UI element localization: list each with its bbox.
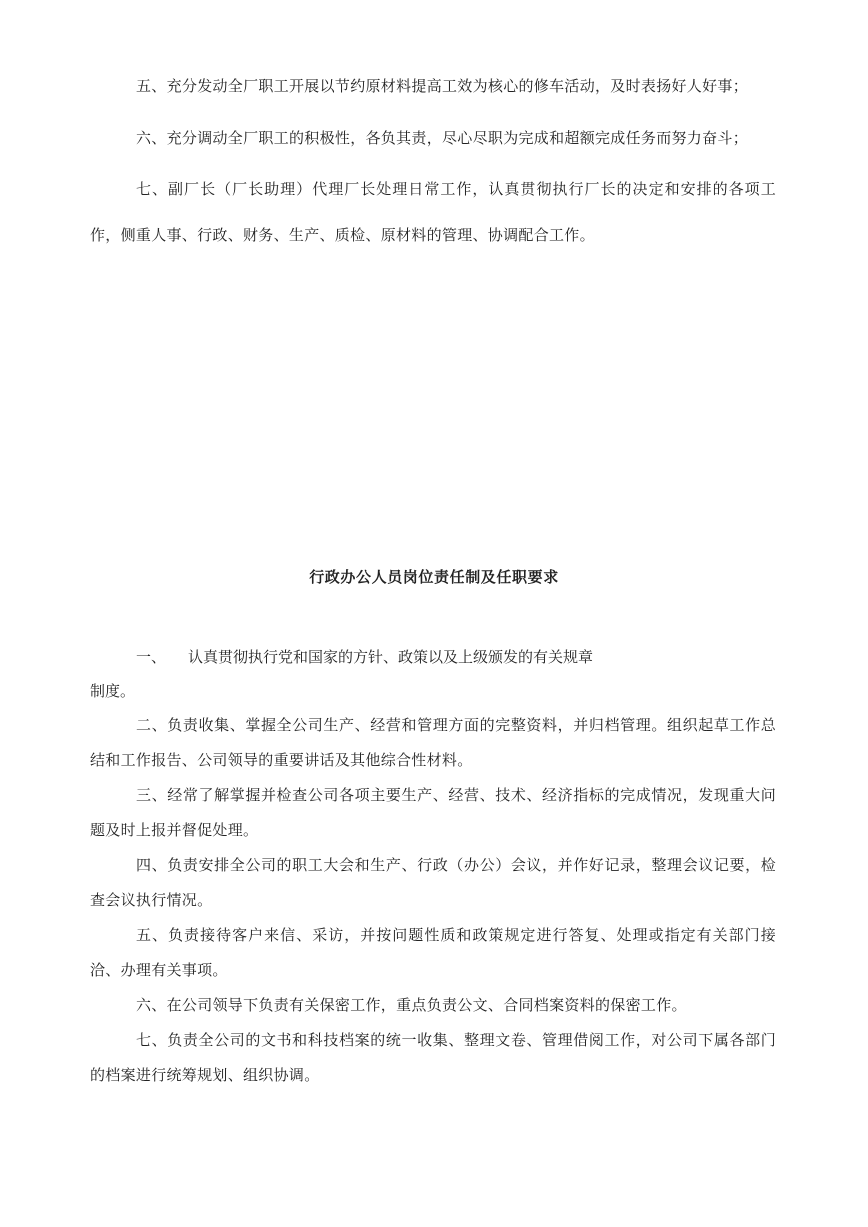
duties-section <box>0 640 868 1093</box>
top-item-6: 六、充分调动全厂职工的积极性，各负其责，尽心尽职为完成和超额完成任务而努力奋斗； <box>136 129 749 147</box>
duty-item-7: 七、负责全公司的文书和科技档案的统一收集、整理文卷、管理借阅工作，对公司下属各部门的档案进行统筹规划、组织协调。 <box>90 1031 776 1084</box>
duty-item-4: 四、负责安排全公司的职工大会和生产、行政（办公）会议，并作好记录，整理会议记要，检查会议执行情况。 <box>90 856 776 909</box>
duty-item-1-text-cont: 制度。 <box>90 682 136 700</box>
duty-item-6: 六、在公司领导下负责有关保密工作，重点负责公文、合同档案资料的保密工作。 <box>136 996 687 1014</box>
duty-item-2: 二、负责收集、掌握全公司生产、经营和管理方面的完整资料，并归档管理。组织起草工作总结和工作报告、公司领导的重要讲话及其他综合性材料。 <box>90 716 776 769</box>
duty-item-3: 三、经常了解掌握并检查公司各项主要生产、经营、技术、经济指标的完成情况，发现重大问题及时上报并督促处理。 <box>90 786 776 839</box>
duty-item-1-number: 一、 <box>136 648 167 666</box>
duty-item-1-text: 认真贯彻执行党和国家的方针、政策以及上级颁发的有关规章 <box>188 648 594 666</box>
top-item-7: 七、副厂长（厂长助理）代理厂长处理日常工作，认真贯彻执行厂长的决定和安排的各项工作，侧重人事、行政、财务、生产、质检、原材料的管理、协调配合工作。 <box>90 180 776 244</box>
duty-item-1 <box>0 640 868 708</box>
top-items-section <box>0 62 868 258</box>
top-item-5: 五、充分发动全厂职工开展以节约原材料提高工效为核心的修车活动，及时表扬好人好事； <box>136 77 749 95</box>
duty-item-5: 五、负责接待客户来信、采访，并按问题性质和政策规定进行答复、处理或指定有关部门接洽、办理有关事项。 <box>90 926 776 979</box>
section-title: 行政办公人员岗位责任制及任职要求 <box>309 568 559 586</box>
